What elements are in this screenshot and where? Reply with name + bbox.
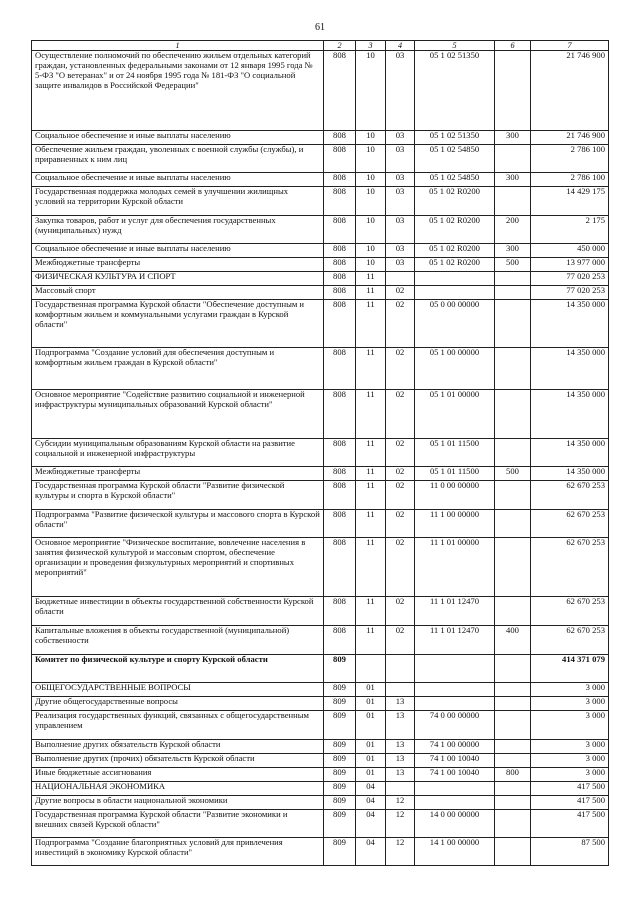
cell-amount: 14 350 000	[531, 439, 609, 467]
cell-subsection	[386, 272, 415, 286]
budget-table	[31, 40, 609, 866]
cell-subsection: 02	[386, 300, 415, 348]
cell-section: 11	[356, 348, 386, 390]
cell-amount: 417 500	[531, 810, 609, 838]
cell-amount: 3 000	[531, 740, 609, 754]
cell-amount: 21 746 900	[531, 131, 609, 145]
cell-section: 04	[356, 796, 386, 810]
cell-amount: 77 020 253	[531, 272, 609, 286]
cell-target-article: 05 1 02 51350	[415, 51, 495, 131]
table-row	[32, 481, 609, 510]
row-name: Выполнение других (прочих) обязательств Курской области	[32, 754, 324, 768]
cell-ministry-code: 808	[324, 510, 356, 538]
column-header: 7	[531, 41, 609, 51]
cell-ministry-code: 808	[324, 300, 356, 348]
cell-expense-type: 300	[495, 131, 531, 145]
cell-ministry-code: 808	[324, 348, 356, 390]
row-name: Бюджетные инвестиции в объекты государственной собственности Курской области	[32, 597, 324, 626]
table-row	[32, 286, 609, 300]
row-name: Социальное обеспечение и иные выплаты населению	[32, 131, 324, 145]
table-row	[32, 683, 609, 697]
table-row	[32, 145, 609, 173]
cell-expense-type: 400	[495, 626, 531, 655]
cell-expense-type	[495, 754, 531, 768]
cell-subsection: 02	[386, 467, 415, 481]
cell-expense-type	[495, 187, 531, 216]
cell-amount: 62 670 253	[531, 481, 609, 510]
cell-subsection: 12	[386, 810, 415, 838]
table-row	[32, 272, 609, 286]
cell-subsection: 03	[386, 187, 415, 216]
cell-amount: 3 000	[531, 697, 609, 711]
row-name: Субсидии муниципальным образованиям Курской области на развитие социальной и инженерной инфраструктуры	[32, 439, 324, 467]
cell-section: 01	[356, 697, 386, 711]
table-row	[32, 838, 609, 866]
cell-target-article: 11 1 01 12470	[415, 626, 495, 655]
cell-subsection: 02	[386, 390, 415, 439]
table-row	[32, 439, 609, 467]
column-header: 6	[495, 41, 531, 51]
cell-expense-type	[495, 390, 531, 439]
cell-subsection: 02	[386, 626, 415, 655]
cell-target-article: 11 1 00 00000	[415, 510, 495, 538]
cell-target-article: 14 0 00 00000	[415, 810, 495, 838]
table-row	[32, 510, 609, 538]
cell-target-article: 74 1 00 10040	[415, 754, 495, 768]
cell-expense-type	[495, 481, 531, 510]
cell-ministry-code: 808	[324, 286, 356, 300]
cell-ministry-code: 808	[324, 244, 356, 258]
cell-expense-type: 300	[495, 244, 531, 258]
cell-section: 11	[356, 390, 386, 439]
cell-subsection: 13	[386, 711, 415, 740]
cell-expense-type	[495, 300, 531, 348]
cell-target-article	[415, 782, 495, 796]
cell-amount: 2 786 100	[531, 173, 609, 187]
cell-subsection: 12	[386, 796, 415, 810]
table-row	[32, 538, 609, 597]
table-row	[32, 173, 609, 187]
cell-amount: 62 670 253	[531, 538, 609, 597]
cell-target-article: 05 1 02 R0200	[415, 216, 495, 244]
cell-amount: 3 000	[531, 711, 609, 740]
cell-target-article: 74 1 00 10040	[415, 768, 495, 782]
row-name: Капитальные вложения в объекты государственной (муниципальной) собственности	[32, 626, 324, 655]
cell-subsection	[386, 683, 415, 697]
cell-expense-type	[495, 711, 531, 740]
cell-section: 01	[356, 683, 386, 697]
cell-section: 10	[356, 145, 386, 173]
cell-section: 11	[356, 300, 386, 348]
row-name: Другие вопросы в области национальной экономики	[32, 796, 324, 810]
cell-section: 10	[356, 51, 386, 131]
cell-expense-type: 500	[495, 258, 531, 272]
table-row	[32, 390, 609, 439]
row-name: Социальное обеспечение и иные выплаты населению	[32, 244, 324, 258]
cell-expense-type	[495, 838, 531, 866]
cell-expense-type	[495, 810, 531, 838]
cell-ministry-code: 808	[324, 467, 356, 481]
table-row	[32, 348, 609, 390]
cell-expense-type	[495, 510, 531, 538]
cell-ministry-code: 808	[324, 131, 356, 145]
row-name: Реализация государственных функций, связанных с общегосударственным управлением	[32, 711, 324, 740]
cell-amount: 13 977 000	[531, 258, 609, 272]
row-name: Государственная программа Курской области "Развитие физической культуры и спорта в Курской области"	[32, 481, 324, 510]
cell-amount: 3 000	[531, 683, 609, 697]
table-row	[32, 626, 609, 655]
row-name: Межбюджетные трансферты	[32, 467, 324, 481]
cell-amount: 3 000	[531, 754, 609, 768]
cell-target-article	[415, 655, 495, 683]
table-row	[32, 796, 609, 810]
table-row	[32, 782, 609, 796]
row-name: Межбюджетные трансферты	[32, 258, 324, 272]
cell-target-article: 05 0 00 00000	[415, 300, 495, 348]
cell-section	[356, 655, 386, 683]
cell-target-article: 05 1 02 54850	[415, 145, 495, 173]
row-name: Подпрограмма "Создание условий для обеспечения доступным и комфортным жильем граждан в Курской области"	[32, 348, 324, 390]
table-row	[32, 258, 609, 272]
cell-section: 11	[356, 272, 386, 286]
cell-subsection	[386, 782, 415, 796]
cell-amount: 414 371 079	[531, 655, 609, 683]
table-row	[32, 711, 609, 740]
cell-target-article: 05 1 02 51350	[415, 131, 495, 145]
cell-subsection: 02	[386, 286, 415, 300]
cell-target-article: 74 1 00 00000	[415, 740, 495, 754]
cell-target-article: 05 1 00 00000	[415, 348, 495, 390]
cell-section: 11	[356, 538, 386, 597]
cell-ministry-code: 808	[324, 51, 356, 131]
cell-expense-type	[495, 597, 531, 626]
cell-subsection: 02	[386, 348, 415, 390]
cell-ministry-code: 808	[324, 390, 356, 439]
row-name: Другие общегосударственные вопросы	[32, 697, 324, 711]
cell-amount: 14 350 000	[531, 300, 609, 348]
cell-target-article	[415, 272, 495, 286]
cell-section: 10	[356, 258, 386, 272]
cell-subsection: 03	[386, 244, 415, 258]
cell-expense-type	[495, 796, 531, 810]
cell-section: 10	[356, 216, 386, 244]
cell-amount: 14 350 000	[531, 467, 609, 481]
row-name: Иные бюджетные ассигнования	[32, 768, 324, 782]
row-name: Закупка товаров, работ и услуг для обеспечения государственных (муниципальных) нужд	[32, 216, 324, 244]
cell-section: 01	[356, 740, 386, 754]
row-name: Комитет по физической культуре и спорту Курской области	[32, 655, 324, 683]
cell-ministry-code: 809	[324, 768, 356, 782]
cell-ministry-code: 808	[324, 216, 356, 244]
cell-ministry-code: 809	[324, 683, 356, 697]
cell-expense-type	[495, 51, 531, 131]
cell-ministry-code: 809	[324, 810, 356, 838]
column-header: 4	[386, 41, 415, 51]
cell-amount: 14 429 175	[531, 187, 609, 216]
cell-amount: 3 000	[531, 768, 609, 782]
table-row	[32, 51, 609, 131]
cell-target-article: 05 1 01 00000	[415, 390, 495, 439]
row-name: НАЦИОНАЛЬНАЯ ЭКОНОМИКА	[32, 782, 324, 796]
cell-ministry-code: 808	[324, 173, 356, 187]
cell-amount: 77 020 253	[531, 286, 609, 300]
cell-expense-type	[495, 286, 531, 300]
cell-expense-type	[495, 697, 531, 711]
cell-expense-type	[495, 740, 531, 754]
cell-ministry-code: 808	[324, 187, 356, 216]
cell-subsection: 03	[386, 258, 415, 272]
row-name: ФИЗИЧЕСКАЯ КУЛЬТУРА И СПОРТ	[32, 272, 324, 286]
cell-target-article: 11 1 01 00000	[415, 538, 495, 597]
cell-ministry-code: 809	[324, 697, 356, 711]
cell-ministry-code: 808	[324, 538, 356, 597]
cell-section: 10	[356, 244, 386, 258]
cell-expense-type	[495, 782, 531, 796]
cell-subsection: 02	[386, 538, 415, 597]
cell-ministry-code: 808	[324, 597, 356, 626]
row-name: Осуществление полномочий по обеспечению жильем отдельных категорий граждан, установленных федеральными законами от 12 января 1995 года № 5-ФЗ "О ветеранах" и от 24 ноября 1995 года № 181-ФЗ "О социальной защите инвалидов в Российской Федерации"	[32, 51, 324, 131]
cell-expense-type	[495, 439, 531, 467]
cell-section: 11	[356, 626, 386, 655]
cell-expense-type	[495, 348, 531, 390]
cell-expense-type	[495, 655, 531, 683]
cell-section: 11	[356, 597, 386, 626]
cell-expense-type	[495, 145, 531, 173]
cell-ministry-code: 808	[324, 258, 356, 272]
cell-target-article: 11 1 01 12470	[415, 597, 495, 626]
table-row	[32, 300, 609, 348]
row-name: Подпрограмма "Создание благоприятных условий для привлечения инвестиций в экономику Курской области"	[32, 838, 324, 866]
table-row	[32, 655, 609, 683]
row-name: Массовый спорт	[32, 286, 324, 300]
cell-section: 04	[356, 810, 386, 838]
cell-ministry-code: 808	[324, 439, 356, 467]
cell-subsection: 12	[386, 838, 415, 866]
cell-ministry-code: 809	[324, 754, 356, 768]
cell-amount: 62 670 253	[531, 626, 609, 655]
column-header: 2	[324, 41, 356, 51]
table-row	[32, 754, 609, 768]
cell-subsection	[386, 655, 415, 683]
cell-ministry-code: 809	[324, 838, 356, 866]
cell-target-article: 05 1 02 54850	[415, 173, 495, 187]
cell-expense-type	[495, 538, 531, 597]
row-name: Основное мероприятие "Физическое воспитание, вовлечение населения в занятия физической культурой и массовым спортом, обеспечение организации и проведения физкультурных мероприятий и спортивных мероприятий"	[32, 538, 324, 597]
cell-target-article	[415, 697, 495, 711]
cell-amount: 417 500	[531, 796, 609, 810]
row-name: Социальное обеспечение и иные выплаты населению	[32, 173, 324, 187]
cell-section: 01	[356, 754, 386, 768]
cell-subsection: 13	[386, 697, 415, 711]
cell-amount: 14 350 000	[531, 348, 609, 390]
cell-section: 11	[356, 467, 386, 481]
cell-amount: 21 746 900	[531, 51, 609, 131]
table-row	[32, 768, 609, 782]
cell-subsection: 02	[386, 481, 415, 510]
row-name: Государственная поддержка молодых семей в улучшении жилищных условий на территории Курской области	[32, 187, 324, 216]
cell-ministry-code: 809	[324, 740, 356, 754]
cell-subsection: 03	[386, 173, 415, 187]
cell-subsection: 13	[386, 754, 415, 768]
row-name: Выполнение других обязательств Курской области	[32, 740, 324, 754]
cell-subsection: 03	[386, 145, 415, 173]
cell-target-article: 11 0 00 00000	[415, 481, 495, 510]
cell-amount: 2 786 100	[531, 145, 609, 173]
table-row	[32, 131, 609, 145]
cell-amount: 14 350 000	[531, 390, 609, 439]
column-number-row	[32, 41, 609, 51]
row-name: Обеспечение жильем граждан, уволенных с военной службы (службы), и приравненных к ним лиц	[32, 145, 324, 173]
cell-section: 01	[356, 768, 386, 782]
row-name: Государственная программа Курской области "Обеспечение доступным и комфортным жильем и коммунальными услугами граждан в Курской области"	[32, 300, 324, 348]
cell-subsection: 02	[386, 439, 415, 467]
table-row	[32, 467, 609, 481]
table-row	[32, 740, 609, 754]
cell-ministry-code: 808	[324, 481, 356, 510]
column-header: 1	[32, 41, 324, 51]
table-row	[32, 810, 609, 838]
cell-subsection: 02	[386, 510, 415, 538]
cell-target-article: 05 1 02 R0200	[415, 187, 495, 216]
cell-section: 11	[356, 439, 386, 467]
cell-target-article	[415, 683, 495, 697]
table-row	[32, 697, 609, 711]
cell-subsection: 03	[386, 51, 415, 131]
table-row	[32, 216, 609, 244]
cell-ministry-code: 809	[324, 796, 356, 810]
cell-amount: 62 670 253	[531, 510, 609, 538]
cell-target-article: 74 0 00 00000	[415, 711, 495, 740]
cell-section: 10	[356, 173, 386, 187]
cell-ministry-code: 808	[324, 145, 356, 173]
cell-expense-type: 300	[495, 173, 531, 187]
cell-target-article: 14 1 00 00000	[415, 838, 495, 866]
cell-ministry-code: 809	[324, 782, 356, 796]
table-row	[32, 187, 609, 216]
cell-subsection: 03	[386, 216, 415, 244]
row-name: Основное мероприятие "Содействие развитию социальной и инженерной инфраструктуры муниципальных образований Курской области"	[32, 390, 324, 439]
cell-expense-type: 500	[495, 467, 531, 481]
cell-target-article: 05 1 01 11500	[415, 439, 495, 467]
cell-section: 10	[356, 131, 386, 145]
table-row	[32, 244, 609, 258]
cell-ministry-code: 809	[324, 711, 356, 740]
cell-subsection: 13	[386, 740, 415, 754]
cell-ministry-code: 808	[324, 272, 356, 286]
cell-subsection: 13	[386, 768, 415, 782]
cell-target-article: 05 1 01 11500	[415, 467, 495, 481]
cell-amount: 450 000	[531, 244, 609, 258]
cell-subsection: 03	[386, 131, 415, 145]
cell-expense-type: 200	[495, 216, 531, 244]
row-name: ОБЩЕГОСУДАРСТВЕННЫЕ ВОПРОСЫ	[32, 683, 324, 697]
cell-ministry-code: 808	[324, 626, 356, 655]
cell-amount: 417 500	[531, 782, 609, 796]
cell-amount: 2 175	[531, 216, 609, 244]
cell-section: 11	[356, 286, 386, 300]
cell-ministry-code: 809	[324, 655, 356, 683]
column-header: 5	[415, 41, 495, 51]
cell-expense-type: 800	[495, 768, 531, 782]
cell-target-article: 05 1 02 R0200	[415, 258, 495, 272]
column-header: 3	[356, 41, 386, 51]
cell-section: 04	[356, 838, 386, 866]
cell-expense-type	[495, 683, 531, 697]
page-number: 61	[315, 22, 325, 33]
cell-subsection: 02	[386, 597, 415, 626]
table-row	[32, 597, 609, 626]
cell-expense-type	[495, 272, 531, 286]
cell-target-article	[415, 796, 495, 810]
row-name: Государственная программа Курской области "Развитие экономики и внешних связей Курской области"	[32, 810, 324, 838]
cell-target-article: 05 1 02 R0200	[415, 244, 495, 258]
cell-section: 01	[356, 711, 386, 740]
cell-section: 10	[356, 187, 386, 216]
row-name: Подпрограмма "Развитие физической культуры и массового спорта в Курской области"	[32, 510, 324, 538]
cell-target-article	[415, 286, 495, 300]
cell-section: 11	[356, 510, 386, 538]
cell-amount: 87 500	[531, 838, 609, 866]
cell-amount: 62 670 253	[531, 597, 609, 626]
cell-section: 11	[356, 481, 386, 510]
cell-section: 04	[356, 782, 386, 796]
